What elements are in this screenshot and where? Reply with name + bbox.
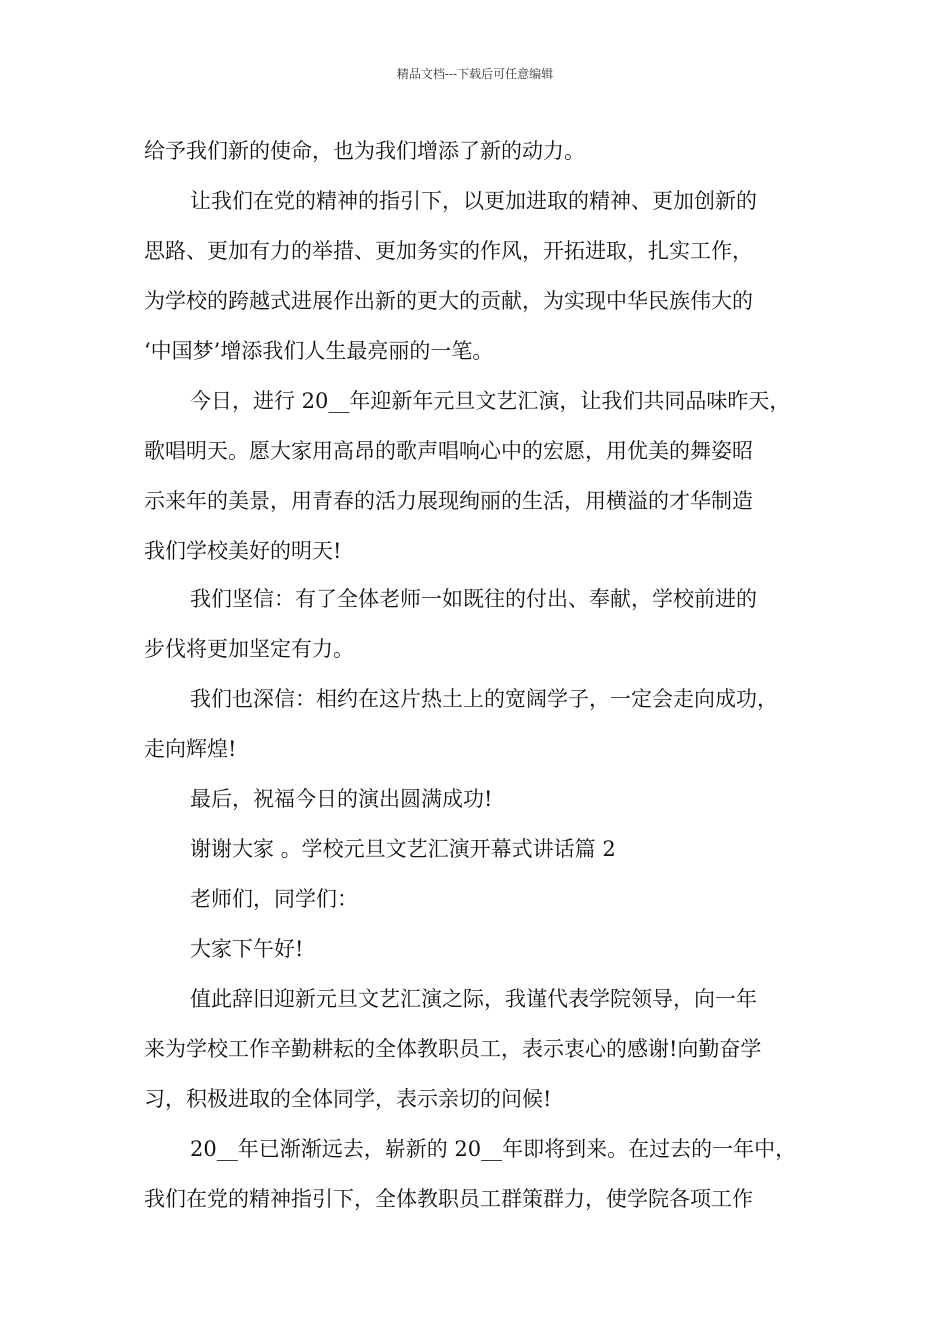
- text-line: 走向辉煌!: [144, 737, 237, 761]
- text-line: 我们学校美好的明天!: [144, 539, 342, 563]
- text-line: 今日，进行 20__年迎新年元旦文艺汇演，让我们共同品味昨天，: [190, 389, 791, 413]
- page-header: 精品文档---下载后可任意编辑: [396, 67, 554, 81]
- text-line: ‘中国梦’增添我们人生最亮丽的一笔。: [144, 339, 494, 363]
- text-line: 让我们在党的精神的指引下，以更加进取的精神、更加创新的: [190, 189, 757, 213]
- text-line: 老师们，同学们：: [190, 887, 358, 911]
- text-line: 大家下午好!: [190, 937, 304, 961]
- text-line: 20__年已渐渐远去，崭新的 20__年即将到来。在过去的一年中，: [190, 1137, 797, 1161]
- text-line: 给予我们新的使命，也为我们增添了新的动力。: [144, 139, 585, 163]
- text-line: 我们坚信：有了全体老师一如既往的付出、奉献，学校前进的: [190, 587, 757, 611]
- text-line: 我们在党的精神指引下，全体教职员工群策群力，使学院各项工作: [144, 1187, 753, 1211]
- text-line: 谢谢大家 。学校元旦文艺汇演开幕式讲话篇 2: [190, 837, 616, 861]
- text-line: 值此辞旧迎新元旦文艺汇演之际，我谨代表学院领导，向一年: [190, 987, 757, 1011]
- text-line: 歌唱明天。愿大家用高昂的歌声唱响心中的宏愿，用优美的舞姿昭: [144, 439, 753, 463]
- text-line: 我们也深信：相约在这片热土上的宽阔学子，一定会走向成功，: [190, 687, 778, 711]
- text-line: 来为学校工作辛勤耕耘的全体教职员工，表示衷心的感谢!向勤奋学: [144, 1037, 762, 1061]
- text-line: 步伐将更加坚定有力。: [144, 637, 354, 661]
- text-line: 习，积极进取的全体同学，表示亲切的问候!: [144, 1087, 552, 1111]
- text-line: 思路、更加有力的举措、更加务实的作风，开拓进取，扎实工作，: [144, 239, 753, 263]
- text-line: 为学校的跨越式进展作出新的更大的贡献，为实现中华民族伟大的: [144, 289, 753, 313]
- text-line: 最后，祝福今日的演出圆满成功!: [190, 787, 493, 811]
- text-line: 示来年的美景，用青春的活力展现绚丽的生活，用横溢的才华制造: [144, 489, 753, 513]
